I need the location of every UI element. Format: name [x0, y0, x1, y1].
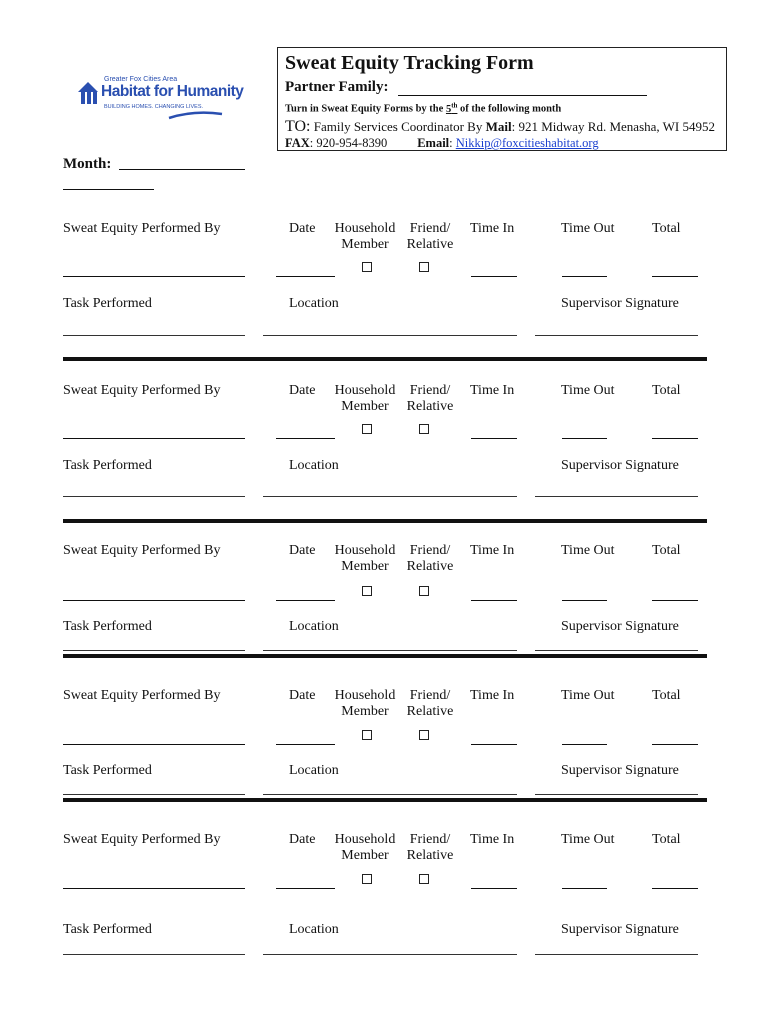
entry-5-time-in-field[interactable]	[471, 888, 517, 889]
entry-3-household-label	[331, 543, 399, 574]
household-line-2: Member	[341, 558, 389, 574]
entry-2-task-label: Task Performed	[63, 458, 152, 473]
entry-2-divider	[63, 519, 707, 523]
entry-4-total-label: Total	[652, 688, 681, 703]
fax-line	[285, 136, 599, 150]
entry-3-household-checkbox[interactable]	[362, 586, 372, 596]
entry-3-date-field[interactable]	[276, 600, 335, 601]
partner-family-label: Partner Family:	[285, 79, 389, 95]
entry-2-time-in-field[interactable]	[471, 438, 517, 439]
entry-2-location-field[interactable]	[263, 496, 517, 497]
entry-5-friend-checkbox[interactable]	[419, 874, 429, 884]
entry-4-time-out-field[interactable]	[562, 744, 607, 745]
header-box	[277, 47, 727, 151]
email-sep: :	[449, 136, 456, 150]
to-text: Family Services Coordinator By	[310, 119, 486, 134]
entry-5-location-label: Location	[289, 922, 339, 937]
entry-4-performed-by-field[interactable]	[63, 744, 245, 745]
household-line-2: Member	[341, 703, 389, 719]
habitat-logo	[74, 74, 259, 124]
household-line-2: Member	[341, 847, 389, 863]
entry-5-supervisor-label: Supervisor Signature	[561, 922, 679, 937]
entry-2-date-label: Date	[289, 383, 316, 398]
entry-4-location-label: Location	[289, 763, 339, 778]
email-label: Email	[417, 136, 450, 150]
entry-5-household-label	[331, 832, 399, 863]
entry-1-time-out-field[interactable]	[562, 276, 607, 277]
mail-label: Mail	[485, 119, 512, 134]
entry-5-time-out-label: Time Out	[561, 832, 615, 847]
entry-5-location-field[interactable]	[263, 954, 517, 955]
entry-5-total-field[interactable]	[652, 888, 698, 889]
form-title: Sweat Equity Tracking Form	[285, 52, 534, 74]
household-line-1: Household	[334, 832, 396, 847]
entry-4-divider	[63, 798, 707, 802]
entry-1-friend-label	[402, 221, 458, 252]
entry-4-date-field[interactable]	[276, 744, 335, 745]
entry-3-location-field[interactable]	[263, 650, 517, 651]
entry-1-time-in-label: Time In	[470, 221, 515, 236]
household-line-1: Household	[334, 688, 396, 703]
entry-2-friend-label	[402, 383, 458, 414]
month-field-continued[interactable]	[63, 189, 154, 190]
entry-1-performed-by-label: Sweat Equity Performed By	[63, 221, 221, 236]
entry-1-time-out-label: Time Out	[561, 221, 615, 236]
entry-2-total-label: Total	[652, 383, 681, 398]
entry-3-time-in-field[interactable]	[471, 600, 517, 601]
entry-4-task-field[interactable]	[63, 794, 245, 795]
entry-5-performed-by-label: Sweat Equity Performed By	[63, 832, 221, 847]
entry-1-task-field[interactable]	[63, 335, 245, 336]
entry-4-friend-label	[402, 688, 458, 719]
household-line-1: Household	[334, 543, 396, 558]
month-label: Month:	[63, 156, 112, 172]
entry-5-supervisor-field[interactable]	[535, 954, 698, 955]
entry-2-performed-by-label: Sweat Equity Performed By	[63, 383, 221, 398]
entry-4-date-label: Date	[289, 688, 316, 703]
friend-line-2: Relative	[406, 558, 454, 574]
entry-2-friend-checkbox[interactable]	[419, 424, 429, 434]
entry-5-date-label: Date	[289, 832, 316, 847]
entry-2-supervisor-label: Supervisor Signature	[561, 458, 679, 473]
entry-1-household-checkbox[interactable]	[362, 262, 372, 272]
entry-3-friend-label	[402, 543, 458, 574]
entry-5-total-label: Total	[652, 832, 681, 847]
entry-2-total-field[interactable]	[652, 438, 698, 439]
entry-2-date-field[interactable]	[276, 438, 335, 439]
entry-3-total-label: Total	[652, 543, 681, 558]
entry-2-performed-by-field[interactable]	[63, 438, 245, 439]
mail-address: : 921 Midway Rd. Menasha, WI 54952	[511, 119, 716, 134]
entry-3-task-label: Task Performed	[63, 619, 152, 634]
entry-1-supervisor-field[interactable]	[535, 335, 698, 336]
turn-in-post: of the following month	[457, 103, 562, 115]
friend-line-2: Relative	[406, 847, 454, 863]
entry-4-time-in-label: Time In	[470, 688, 515, 703]
entry-5-friend-label	[402, 832, 458, 863]
entry-3-divider	[63, 654, 707, 658]
friend-line-1: Friend/	[409, 221, 451, 236]
entry-4-household-label	[331, 688, 399, 719]
household-line-1: Household	[334, 383, 396, 398]
entry-4-time-out-label: Time Out	[561, 688, 615, 703]
entry-1-supervisor-label: Supervisor Signature	[561, 296, 679, 311]
friend-line-1: Friend/	[409, 543, 451, 558]
entry-1-divider	[63, 357, 707, 361]
entry-1-date-label: Date	[289, 221, 316, 236]
to-line	[285, 118, 715, 136]
entry-1-task-label: Task Performed	[63, 296, 152, 311]
entry-5-time-in-label: Time In	[470, 832, 515, 847]
entry-4-performed-by-label: Sweat Equity Performed By	[63, 688, 221, 703]
turn-in-suffix: th	[451, 101, 458, 109]
entry-2-time-in-label: Time In	[470, 383, 515, 398]
entry-1-performed-by-field[interactable]	[63, 276, 245, 277]
friend-line-2: Relative	[406, 236, 454, 252]
entry-3-time-in-label: Time In	[470, 543, 515, 558]
entry-1-total-label: Total	[652, 221, 681, 236]
entry-2-household-checkbox[interactable]	[362, 424, 372, 434]
entry-1-friend-checkbox[interactable]	[419, 262, 429, 272]
entry-1-time-in-field[interactable]	[471, 276, 517, 277]
entry-3-location-label: Location	[289, 619, 339, 634]
entry-2-time-out-field[interactable]	[562, 438, 607, 439]
entry-5-date-field[interactable]	[276, 888, 335, 889]
email-link[interactable]: Nikkip@foxcitieshabitat.org	[455, 136, 599, 150]
entry-3-supervisor-label: Supervisor Signature	[561, 619, 679, 634]
entry-1-location-field[interactable]	[263, 335, 517, 336]
entry-2-location-label: Location	[289, 458, 339, 473]
entry-5-task-label: Task Performed	[63, 922, 152, 937]
turn-in-instructions	[285, 101, 561, 115]
logo-top-text: Greater Fox Cities Area	[104, 76, 178, 83]
logo-tagline: BUILDING HOMES. CHANGING LIVES.	[104, 104, 204, 110]
entry-3-date-label: Date	[289, 543, 316, 558]
entry-4-friend-checkbox[interactable]	[419, 730, 429, 740]
entry-2-task-field[interactable]	[63, 496, 245, 497]
turn-in-pre: Turn in Sweat Equity Forms by the	[285, 103, 446, 115]
friend-line-1: Friend/	[409, 688, 451, 703]
entry-3-friend-checkbox[interactable]	[419, 586, 429, 596]
entry-1-date-field[interactable]	[276, 276, 335, 277]
to-label: TO:	[285, 118, 311, 135]
turn-in-day: 5	[445, 103, 452, 115]
entry-2-household-label	[331, 383, 399, 414]
friend-line-1: Friend/	[409, 383, 451, 398]
entry-3-time-out-field[interactable]	[562, 600, 607, 601]
entry-5-time-out-field[interactable]	[562, 888, 607, 889]
entry-3-total-field[interactable]	[652, 600, 698, 601]
entry-4-supervisor-field[interactable]	[535, 794, 698, 795]
friend-line-2: Relative	[406, 398, 454, 414]
household-line-1: Household	[334, 221, 396, 236]
household-line-2: Member	[341, 398, 389, 414]
month-field[interactable]	[119, 169, 245, 170]
partner-family-field[interactable]	[398, 95, 647, 96]
fax-label: FAX	[285, 136, 310, 150]
entry-5-performed-by-field[interactable]	[63, 888, 245, 889]
entry-2-supervisor-field[interactable]	[535, 496, 698, 497]
entry-5-task-field[interactable]	[63, 954, 245, 955]
friend-line-1: Friend/	[409, 832, 451, 847]
entry-5-household-checkbox[interactable]	[362, 874, 372, 884]
entry-3-performed-by-field[interactable]	[63, 600, 245, 601]
entry-3-supervisor-field[interactable]	[535, 650, 698, 651]
entry-4-time-in-field[interactable]	[471, 744, 517, 745]
friend-line-2: Relative	[406, 703, 454, 719]
entry-3-time-out-label: Time Out	[561, 543, 615, 558]
entry-1-household-label	[331, 221, 399, 252]
entry-4-location-field[interactable]	[263, 794, 517, 795]
entry-4-household-checkbox[interactable]	[362, 730, 372, 740]
entry-3-performed-by-label: Sweat Equity Performed By	[63, 543, 221, 558]
fax-number: : 920-954-8390	[309, 136, 388, 150]
entry-4-total-field[interactable]	[652, 744, 698, 745]
household-line-2: Member	[341, 236, 389, 252]
entry-1-location-label: Location	[289, 296, 339, 311]
entry-1-total-field[interactable]	[652, 276, 698, 277]
entry-2-time-out-label: Time Out	[561, 383, 615, 398]
entry-4-task-label: Task Performed	[63, 763, 152, 778]
entry-4-supervisor-label: Supervisor Signature	[561, 763, 679, 778]
entry-3-task-field[interactable]	[63, 650, 245, 651]
logo-main-text: Habitat for Humanity	[101, 83, 244, 100]
